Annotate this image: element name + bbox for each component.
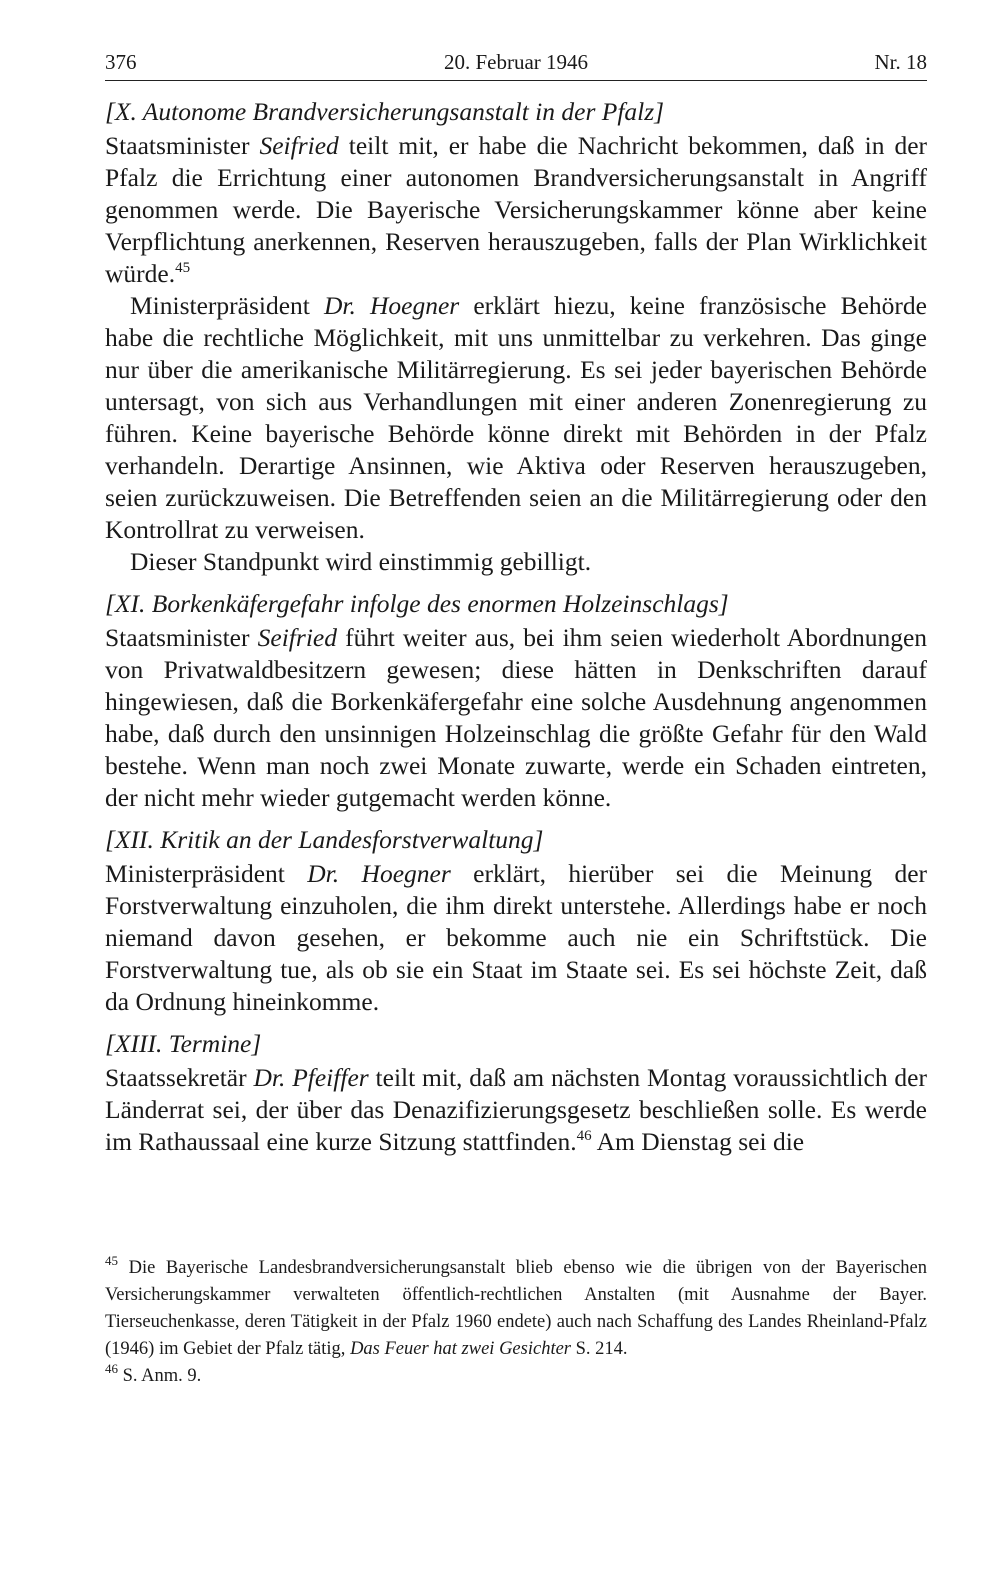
footnote-ref[interactable]: 46 <box>576 1128 592 1144</box>
paragraph: Ministerpräsident Dr. Hoegner erklärt, hierüber sei die Meinung der Forstverwaltung einzuholen, die ihm direkt unterstehe. Allerdings habe er noch niemand davon gesehen, er bekomme auch nie ein Schriftstück. Die Forstverwaltung tue, als ob sie ein Staat im Staate sei. Es sei höchste Zeit, daß da Ordnung hineinkomme. <box>105 859 927 1016</box>
person-name: Dr. Hoegner <box>324 291 460 320</box>
footnote-45: $^{45}$ Die Bayerische Landesbrandversicherungsanstalt blieb ebenso wie die übrigen von der Bayerischen Versicherungskammer verwalteten öffentlich-rechtlichen Anstalten (mit Ausnahme der Bayer. Tierseuchenkasse, deren Tätigkeit in der Pfalz 1960 endete) auch nach Schaffung des Landes Rheinland-Pfalz (1946) im Gebiet der Pfalz tätig, Das Feuer hat zwei Gesichter S. 214. <box>105 1253 927 1359</box>
person-name: Seifried <box>257 623 337 652</box>
paragraph: Staatssekretär Dr. Pfeiffer teilt mit, daß am nächsten Montag voraussichtlich der Länderrat sei, der über das Denazifizierungsgesetz beschließen solle. Es werde im Rathaussaal eine kurze Sitzung stattfinden.$^{46}$ Am Dienstag sei die <box>105 1063 927 1156</box>
main-text <box>105 96 927 1158</box>
footnote-46: $^{46}$ S. Anm. 9. <box>105 1361 202 1386</box>
paragraph: Staatsminister Seifried führt weiter aus, bei ihm seien wiederholt Abordnungen von Privatwaldbesitzern gewesen; diese hätten in Denkschriften darauf hingewiesen, daß die Borkenkäfergefahr eine solche Ausdehnung angenommen habe, daß durch den unsinnigen Holzeinschlag die größte Gefahr für den Wald bestehe. Wenn man noch zwei Monate zuwarte, werde ein Schaden eintreten, der nicht mehr wieder gutgemacht werden könne. <box>105 623 928 812</box>
footnote-mark: 46 <box>105 1361 118 1376</box>
page-header <box>105 50 927 81</box>
section-heading-xi: [XI. Borkenkäfergefahr infolge des enormen Holzeinschlags] <box>105 589 729 618</box>
footnotes <box>105 1255 927 1390</box>
header-date: 20. Februar 1946 <box>443 50 589 74</box>
section-heading-xii: [XII. Kritik an der Landesforstverwaltung] <box>105 825 544 854</box>
footnote-ref[interactable]: 45 <box>175 260 191 276</box>
paragraph: Staatsminister Seifried teilt mit, er habe die Nachricht bekommen, daß in der Pfalz die Errichtung einer autonomen Brandversicherungsanstalt in Angriff genommen werde. Die Bayerische Versicherungskammer könne aber keine Verpflichtung anerkennen, Reserven herauszugeben, falls der Plan Wirklichkeit würde.$^{45}$ <box>105 131 927 288</box>
paragraph: Ministerpräsident Dr. Hoegner erklärt hiezu, keine französische Behörde habe die rechtliche Möglichkeit, mit uns unmittelbar zu verkehren. Das ginge nur über die amerikanische Militärregierung. Es sei jeder bayerischen Behörde untersagt, von sich aus Verhandlungen mit einer anderen Zonenregierung zu führen. Keine bayerische Behörde könne direkt mit Behörden in der Pfalz verhandeln. Derartige Ansinnen, wie Aktiva oder Reserven herauszugeben, seien zurückzuweisen. Die Betreffenden seien an die Militärregierung oder den Kontrollrat zu verweisen. <box>105 291 927 544</box>
person-name: Seifried <box>259 131 339 160</box>
person-name: Dr. Hoegner <box>307 859 451 888</box>
paragraph: Dieser Standpunkt wird einstimmig gebilligt. <box>130 547 592 576</box>
book-title: Das Feuer hat zwei Gesichter <box>350 1339 571 1359</box>
page-number: 376 <box>105 50 137 74</box>
section-heading-xiii: [XIII. Termine] <box>105 1029 262 1058</box>
section-heading-x: [X. Autonome Brandversicherungsanstalt in der Pfalz] <box>105 97 665 126</box>
header-issue: Nr. 18 <box>874 50 927 74</box>
person-name: Dr. Pfeiffer <box>253 1063 369 1092</box>
footnote-mark: 45 <box>105 1253 118 1268</box>
